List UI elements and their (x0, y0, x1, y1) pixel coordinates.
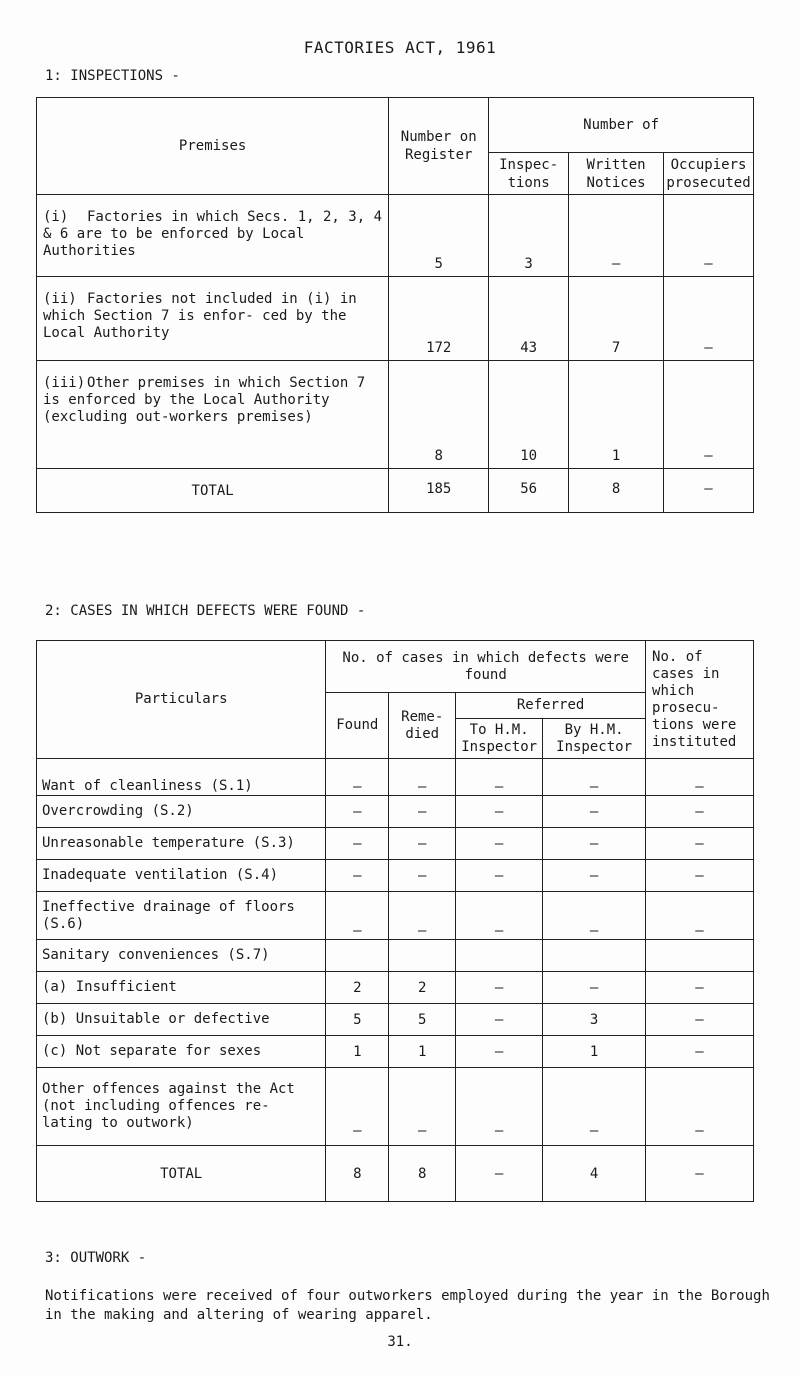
cell-to-hm: – (456, 1036, 543, 1068)
cell-remedied: 5 (389, 1004, 456, 1036)
row-number: (iii) (43, 375, 86, 391)
cell-register: 8 (389, 361, 489, 469)
cell-by-hm (543, 940, 646, 972)
header-number-on-register: Number on Register (389, 98, 489, 195)
total-label: TOTAL (37, 1146, 326, 1202)
cell-prosecuted: – (664, 277, 754, 361)
section-2-heading: 2: CASES IN WHICH DEFECTS WERE FOUND - (45, 603, 366, 619)
cell-register: 5 (389, 195, 489, 277)
table-row (37, 972, 754, 1004)
header-occupiers-prosecuted: Occupiers prosecuted (664, 153, 754, 195)
cell-by-hm: – (543, 892, 646, 940)
outwork-paragraph: Notifications were received of four outworkers employed during the year in the Borough in the making and altering of wearing apparel. (45, 1288, 770, 1323)
row-number: (ii) (43, 291, 77, 307)
cell-remedied: – (389, 860, 456, 892)
cell-found: – (326, 892, 389, 940)
table-row (37, 759, 754, 796)
row-label: Want of cleanliness (S.1) (37, 759, 326, 796)
cell-to-hm: – (456, 972, 543, 1004)
cell-remedied: – (389, 828, 456, 860)
cell-remedied: – (389, 892, 456, 940)
row-label: Ineffective drainage of floors (S.6) (37, 892, 326, 940)
table-row (37, 1068, 754, 1146)
cell-to-hm: – (456, 796, 543, 828)
row-label: (b) Unsuitable or defective (37, 1004, 326, 1036)
cell-prosecutions (646, 940, 754, 972)
cell-prosecutions: – (646, 860, 754, 892)
header-to-hm-inspector: To H.M. Inspector (456, 719, 543, 759)
cell-remedied: – (389, 1068, 456, 1146)
total-label: TOTAL (37, 469, 389, 513)
cell-prosecuted: – (664, 361, 754, 469)
total-to-hm: – (456, 1146, 543, 1202)
header-by-hm-inspector: By H.M. Inspector (543, 719, 646, 759)
row-label: Factories in which Secs. 1, 2, 3, 4 & 6 are to be enforced by Local Authorities (43, 209, 383, 259)
row-label: (a) Insufficient (37, 972, 326, 1004)
table-row (37, 892, 754, 940)
header-cases-found: No. of cases in which defects were found (326, 641, 646, 693)
header-remedied: Reme- died (389, 693, 456, 759)
cell-remedied: 1 (389, 1036, 456, 1068)
header-prosecutions: No. of cases in which prosecu- tions were instituted (646, 641, 754, 759)
cell-prosecutions: – (646, 1004, 754, 1036)
cell-found: 2 (326, 972, 389, 1004)
cell-by-hm: – (543, 860, 646, 892)
total-prosecutions: – (646, 1146, 754, 1202)
cell-found: – (326, 796, 389, 828)
total-found: 8 (326, 1146, 389, 1202)
cell-found: 1 (326, 1036, 389, 1068)
cell-by-hm: – (543, 796, 646, 828)
header-number-of: Number of (489, 98, 754, 153)
row-label: Overcrowding (S.2) (37, 796, 326, 828)
table-row (37, 940, 754, 972)
cell-inspections: 10 (489, 361, 569, 469)
cell-to-hm: – (456, 1068, 543, 1146)
row-number: (i) (43, 209, 69, 225)
cell-found: 5 (326, 1004, 389, 1036)
total-notices: 8 (569, 469, 664, 513)
header-written-notices: Written Notices (569, 153, 664, 195)
header-found: Found (326, 693, 389, 759)
cell-prosecutions: – (646, 759, 754, 796)
cell-prosecutions: – (646, 972, 754, 1004)
inspections-table (36, 97, 754, 513)
cell-remedied: – (389, 759, 456, 796)
cell-by-hm: – (543, 972, 646, 1004)
cell-to-hm: – (456, 892, 543, 940)
cell-remedied: 2 (389, 972, 456, 1004)
cell-by-hm: 3 (543, 1004, 646, 1036)
row-label: (c) Not separate for sexes (37, 1036, 326, 1068)
cell-prosecutions: – (646, 1036, 754, 1068)
table-row (37, 1004, 754, 1036)
cell-found (326, 940, 389, 972)
table-row (37, 195, 754, 277)
total-row (37, 1146, 754, 1202)
table-row (37, 828, 754, 860)
cell-to-hm: – (456, 828, 543, 860)
cell-to-hm: – (456, 759, 543, 796)
section-3-heading: 3: OUTWORK - (45, 1250, 147, 1266)
cell-inspections: 3 (489, 195, 569, 277)
cell-prosecutions: – (646, 796, 754, 828)
table-row (37, 361, 754, 469)
cell-notices: 7 (569, 277, 664, 361)
page-number: 31. (387, 1334, 413, 1350)
cell-to-hm: – (456, 860, 543, 892)
cell-remedied: – (389, 796, 456, 828)
cell-by-hm: – (543, 759, 646, 796)
cell-prosecuted: – (664, 195, 754, 277)
cell-notices: 1 (569, 361, 664, 469)
page-title: FACTORIES ACT, 1961 (303, 38, 497, 57)
row-label: Unreasonable temperature (S.3) (37, 828, 326, 860)
total-row (37, 469, 754, 513)
row-label: Factories not included in (i) in which Section 7 is enfor- ced by the Local Authority (43, 291, 357, 341)
total-inspections: 56 (489, 469, 569, 513)
total-register: 185 (389, 469, 489, 513)
header-premises: Premises (37, 98, 389, 195)
cell-notices: – (569, 195, 664, 277)
cell-by-hm: – (543, 828, 646, 860)
cell-found: – (326, 1068, 389, 1146)
header-inspections: Inspec- tions (489, 153, 569, 195)
table-row (37, 277, 754, 361)
header-referred: Referred (456, 693, 646, 719)
row-label: Other premises in which Section 7 is enforced by the Local Authority (excluding out-workers premises) (43, 375, 366, 425)
cell-prosecutions: – (646, 828, 754, 860)
total-by-hm: 4 (543, 1146, 646, 1202)
cell-prosecutions: – (646, 1068, 754, 1146)
row-label: Inadequate ventilation (S.4) (37, 860, 326, 892)
table-row (37, 796, 754, 828)
cell-to-hm (456, 940, 543, 972)
section-1-heading: 1: INSPECTIONS - (45, 68, 180, 84)
defects-table (36, 640, 754, 1202)
row-label: Sanitary conveniences (S.7) (37, 940, 326, 972)
table-row (37, 860, 754, 892)
cell-found: – (326, 860, 389, 892)
row-label: Other offences against the Act (not including offences re- lating to outwork) (37, 1068, 326, 1146)
cell-found: – (326, 759, 389, 796)
cell-by-hm: 1 (543, 1036, 646, 1068)
cell-inspections: 43 (489, 277, 569, 361)
cell-by-hm: – (543, 1068, 646, 1146)
header-particulars: Particulars (37, 641, 326, 759)
cell-register: 172 (389, 277, 489, 361)
table-row (37, 1036, 754, 1068)
cell-found: – (326, 828, 389, 860)
total-prosecuted: – (664, 469, 754, 513)
cell-prosecutions: – (646, 892, 754, 940)
cell-remedied (389, 940, 456, 972)
total-remedied: 8 (389, 1146, 456, 1202)
cell-to-hm: – (456, 1004, 543, 1036)
